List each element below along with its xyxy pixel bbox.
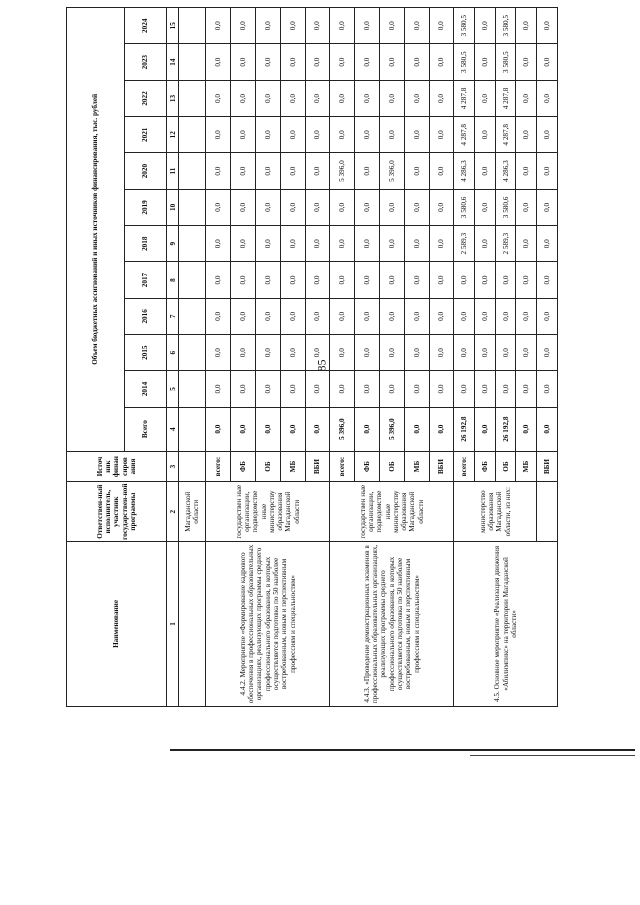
year-value-cell: 2 589,3 — [495, 226, 516, 262]
year-value-cell: 0,0 — [537, 44, 558, 80]
col-number: 4 — [167, 407, 179, 451]
year-value-cell: 0,0 — [231, 189, 256, 225]
year-value-cell: 0,0 — [355, 153, 380, 189]
activity-name: 4.4.2. Мероприятие «Формирование кадрового обеспечения в профессиональных образовательных организациях, реализующих программы среднего профессионального образования, в которых осуществляется подготовка по 50 наиболее востребованным, новым и перспективным профессиям и специальностям» — [206, 541, 330, 706]
col-number: 8 — [167, 262, 179, 298]
col-number: 2 — [167, 482, 179, 541]
source-cell: МБ — [516, 451, 537, 482]
col-number: 9 — [167, 226, 179, 262]
year-value-cell: 0,0 — [495, 371, 516, 407]
empty-cell — [179, 80, 206, 116]
year-value-cell: 4 286,3 — [495, 153, 516, 189]
year-value-cell: 0,0 — [454, 298, 475, 334]
year-value-cell: 5 396,0 — [379, 153, 404, 189]
year-value-cell: 0,0 — [355, 335, 380, 371]
year-value-cell: 0,0 — [206, 153, 231, 189]
year-value-cell: 0,0 — [330, 226, 355, 262]
year-value-cell: 0,0 — [305, 298, 330, 334]
year-value-cell: 4 287,8 — [454, 117, 475, 153]
year-value-cell: 0,0 — [537, 371, 558, 407]
header-year: 2014 — [125, 371, 167, 407]
year-value-cell: 0,0 — [475, 8, 496, 45]
total-cell: 5 396,0 — [330, 407, 355, 451]
header-year: 2016 — [125, 298, 167, 334]
col-number: 1 — [167, 541, 179, 706]
year-value-cell: 0,0 — [429, 80, 454, 116]
year-value-cell: 0,0 — [231, 153, 256, 189]
year-value-cell: 0,0 — [429, 262, 454, 298]
year-value-cell: 0,0 — [206, 226, 231, 262]
year-value-cell: 0,0 — [206, 80, 231, 116]
source-cell: ВБИ — [537, 451, 558, 482]
year-value-cell: 0,0 — [516, 153, 537, 189]
year-value-cell: 0,0 — [537, 8, 558, 45]
year-value-cell: 0,0 — [305, 44, 330, 80]
responsible-cell: Магаданской области — [179, 482, 206, 541]
table-row — [454, 8, 475, 707]
header-source: Источ ник финан сиров ания — [67, 451, 167, 482]
empty-cell — [179, 8, 206, 45]
year-value-cell: 0,0 — [475, 226, 496, 262]
year-value-cell: 0,0 — [305, 335, 330, 371]
year-value-cell: 3 580,5 — [495, 44, 516, 80]
responsible-cell: государствен ные организации, подведомстве нные министерству образования Магаданской области — [206, 482, 330, 541]
year-value-cell: 0,0 — [475, 153, 496, 189]
year-value-cell: 0,0 — [404, 371, 429, 407]
year-value-cell: 0,0 — [280, 117, 305, 153]
year-value-cell: 0,0 — [537, 117, 558, 153]
year-value-cell: 0,0 — [404, 262, 429, 298]
year-value-cell: 0,0 — [404, 117, 429, 153]
year-value-cell: 0,0 — [429, 44, 454, 80]
source-cell: ФБ — [355, 451, 380, 482]
year-value-cell: 0,0 — [206, 371, 231, 407]
empty-cell — [179, 44, 206, 80]
empty-cell — [179, 298, 206, 334]
top-continuation-row — [179, 8, 206, 707]
total-cell: 26 192,8 — [495, 407, 516, 451]
year-value-cell: 0,0 — [231, 80, 256, 116]
year-value-cell: 0,0 — [355, 8, 380, 45]
header-year: 2018 — [125, 226, 167, 262]
table-row — [330, 8, 355, 707]
empty-cell — [179, 226, 206, 262]
source-cell: всего: — [330, 451, 355, 482]
total-cell: 0,0 — [475, 407, 496, 451]
year-value-cell: 0,0 — [206, 262, 231, 298]
year-value-cell: 0,0 — [429, 117, 454, 153]
year-value-cell: 0,0 — [305, 8, 330, 45]
year-value-cell: 0,0 — [255, 371, 280, 407]
year-value-cell: 0,0 — [516, 226, 537, 262]
year-value-cell: 0,0 — [330, 44, 355, 80]
empty-cell — [179, 153, 206, 189]
col-number: 13 — [167, 80, 179, 116]
year-value-cell: 0,0 — [475, 117, 496, 153]
year-value-cell: 0,0 — [330, 8, 355, 45]
empty-cell — [179, 541, 206, 706]
year-value-cell: 0,0 — [516, 44, 537, 80]
header-year: 2021 — [125, 117, 167, 153]
responsible-cell: государствен ные организации, подведомстве нные министерству образования Магаданской области — [330, 482, 454, 541]
header-year: 2015 — [125, 335, 167, 371]
year-value-cell: 0,0 — [404, 153, 429, 189]
year-value-cell: 0,0 — [516, 8, 537, 45]
year-value-cell: 0,0 — [537, 80, 558, 116]
year-value-cell: 0,0 — [379, 262, 404, 298]
year-value-cell: 0,0 — [255, 153, 280, 189]
year-value-cell: 0,0 — [330, 117, 355, 153]
year-value-cell: 0,0 — [355, 80, 380, 116]
year-value-cell: 0,0 — [206, 8, 231, 45]
total-cell: 26 192,8 — [454, 407, 475, 451]
year-value-cell: 0,0 — [404, 226, 429, 262]
table-row — [206, 8, 231, 707]
column-number-row — [167, 8, 179, 707]
year-value-cell: 0,0 — [516, 335, 537, 371]
year-value-cell: 0,0 — [429, 189, 454, 225]
year-value-cell: 0,0 — [404, 8, 429, 45]
year-value-cell: 4 287,8 — [454, 80, 475, 116]
header-volume: Объем бюджетных ассигнований и иных источников финансирования, тыс. рублей — [67, 8, 125, 452]
total-cell: 0,0 — [280, 407, 305, 451]
col-number: 11 — [167, 153, 179, 189]
year-value-cell: 0,0 — [305, 189, 330, 225]
year-value-cell: 0,0 — [379, 298, 404, 334]
year-value-cell: 0,0 — [379, 44, 404, 80]
year-value-cell: 3 580,6 — [454, 189, 475, 225]
activity-name: 4.4.3. «Проведение демонстрационных экзаменов в профессиональных образовательных организациях, реализующих программы среднего профессионального образования, в которых осуществляется подготовка по 50 наиболее востребованным, новым и перспективным профессиям и специальностям» — [330, 541, 454, 706]
year-value-cell: 0,0 — [231, 226, 256, 262]
year-value-cell: 0,0 — [475, 335, 496, 371]
year-value-cell: 0,0 — [280, 262, 305, 298]
year-value-cell: 2 589,3 — [454, 226, 475, 262]
year-value-cell: 0,0 — [355, 262, 380, 298]
year-value-cell: 0,0 — [305, 80, 330, 116]
year-value-cell: 4 287,8 — [495, 80, 516, 116]
year-value-cell: 0,0 — [537, 298, 558, 334]
year-value-cell: 0,0 — [255, 117, 280, 153]
year-value-cell: 0,0 — [231, 371, 256, 407]
year-value-cell: 0,0 — [231, 8, 256, 45]
year-value-cell: 0,0 — [255, 8, 280, 45]
year-value-cell: 0,0 — [495, 298, 516, 334]
year-value-cell: 0,0 — [280, 153, 305, 189]
year-value-cell: 0,0 — [475, 189, 496, 225]
year-value-cell: 0,0 — [429, 371, 454, 407]
header-name: Наименование — [67, 541, 167, 706]
financing-table — [66, 7, 558, 707]
col-number: 6 — [167, 335, 179, 371]
source-cell: ФБ — [475, 451, 496, 482]
year-value-cell: 0,0 — [255, 298, 280, 334]
total-cell: 0,0 — [206, 407, 231, 451]
header-year: 2022 — [125, 80, 167, 116]
empty-cell — [179, 451, 206, 482]
col-number: 15 — [167, 8, 179, 45]
source-cell: ОБ — [379, 451, 404, 482]
year-value-cell: 0,0 — [255, 44, 280, 80]
total-cell: 0,0 — [537, 407, 558, 451]
year-value-cell: 0,0 — [429, 298, 454, 334]
page-number: 85 — [314, 359, 329, 372]
year-value-cell: 0,0 — [454, 371, 475, 407]
year-value-cell: 0,0 — [231, 117, 256, 153]
year-value-cell: 0,0 — [537, 189, 558, 225]
year-value-cell: 0,0 — [404, 44, 429, 80]
year-value-cell: 0,0 — [305, 262, 330, 298]
year-value-cell: 0,0 — [516, 298, 537, 334]
year-value-cell: 0,0 — [206, 44, 231, 80]
year-value-cell: 4 286,3 — [454, 153, 475, 189]
year-value-cell: 0,0 — [305, 226, 330, 262]
source-cell: ВБИ — [305, 451, 330, 482]
year-value-cell: 0,0 — [379, 117, 404, 153]
year-value-cell: 0,0 — [206, 189, 231, 225]
total-cell: 0,0 — [255, 407, 280, 451]
year-value-cell: 0,0 — [379, 189, 404, 225]
year-value-cell: 0,0 — [255, 80, 280, 116]
year-value-cell: 0,0 — [516, 189, 537, 225]
col-number: 10 — [167, 189, 179, 225]
year-value-cell: 0,0 — [280, 44, 305, 80]
year-value-cell: 0,0 — [305, 371, 330, 407]
year-value-cell: 0,0 — [475, 80, 496, 116]
empty-cell — [179, 407, 206, 451]
year-value-cell: 0,0 — [206, 117, 231, 153]
year-value-cell: 4 287,8 — [495, 117, 516, 153]
year-value-cell: 0,0 — [475, 262, 496, 298]
header-year: 2019 — [125, 189, 167, 225]
source-cell: всего: — [206, 451, 231, 482]
year-value-cell: 0,0 — [355, 371, 380, 407]
empty-cell — [537, 482, 558, 541]
col-number: 5 — [167, 371, 179, 407]
year-value-cell: 0,0 — [475, 298, 496, 334]
year-value-cell: 3 580,5 — [454, 44, 475, 80]
year-value-cell: 0,0 — [429, 226, 454, 262]
year-value-cell: 0,0 — [305, 153, 330, 189]
year-value-cell: 0,0 — [330, 371, 355, 407]
total-cell: 0,0 — [516, 407, 537, 451]
year-value-cell: 0,0 — [475, 44, 496, 80]
total-cell: 0,0 — [305, 407, 330, 451]
year-value-cell: 0,0 — [330, 262, 355, 298]
year-value-cell: 0,0 — [454, 335, 475, 371]
year-value-cell: 0,0 — [231, 298, 256, 334]
source-cell: всего: — [454, 451, 475, 482]
year-value-cell: 0,0 — [330, 298, 355, 334]
year-value-cell: 0,0 — [355, 226, 380, 262]
footer-rule — [170, 749, 635, 751]
year-value-cell: 0,0 — [454, 262, 475, 298]
year-value-cell: 0,0 — [429, 153, 454, 189]
year-value-cell: 0,0 — [429, 8, 454, 45]
total-cell: 5 396,0 — [379, 407, 404, 451]
total-cell: 0,0 — [355, 407, 380, 451]
empty-cell — [179, 262, 206, 298]
total-cell: 0,0 — [429, 407, 454, 451]
year-value-cell: 0,0 — [255, 335, 280, 371]
source-cell: МБ — [280, 451, 305, 482]
header-responsible: Ответствен-ный исполнитель, участник государствен-ной программы — [67, 482, 167, 541]
year-value-cell: 0,0 — [516, 80, 537, 116]
year-value-cell: 0,0 — [495, 262, 516, 298]
year-value-cell: 0,0 — [305, 117, 330, 153]
rotated-table-wrapper — [66, 7, 558, 707]
header-total: Всего — [125, 407, 167, 451]
year-value-cell: 0,0 — [516, 371, 537, 407]
year-value-cell: 0,0 — [404, 189, 429, 225]
responsible-cell: министерство образования Магаданской области, из них: — [454, 482, 537, 541]
empty-cell — [179, 189, 206, 225]
header-year: 2024 — [125, 8, 167, 45]
year-value-cell: 0,0 — [475, 371, 496, 407]
year-value-cell: 0,0 — [280, 298, 305, 334]
year-value-cell: 0,0 — [379, 335, 404, 371]
col-number: 14 — [167, 44, 179, 80]
year-value-cell: 0,0 — [379, 226, 404, 262]
year-value-cell: 0,0 — [355, 44, 380, 80]
header-year: 2020 — [125, 153, 167, 189]
year-value-cell: 3 580,6 — [495, 189, 516, 225]
col-number: 3 — [167, 451, 179, 482]
year-value-cell: 0,0 — [255, 262, 280, 298]
empty-cell — [179, 117, 206, 153]
source-cell: ФБ — [231, 451, 256, 482]
year-value-cell: 0,0 — [280, 80, 305, 116]
year-value-cell: 0,0 — [231, 335, 256, 371]
empty-cell — [179, 371, 206, 407]
year-value-cell: 0,0 — [379, 80, 404, 116]
year-value-cell: 0,0 — [330, 335, 355, 371]
year-value-cell: 0,0 — [537, 262, 558, 298]
year-value-cell: 0,0 — [404, 298, 429, 334]
col-number: 7 — [167, 298, 179, 334]
year-value-cell: 5 396,0 — [330, 153, 355, 189]
year-value-cell: 0,0 — [280, 8, 305, 45]
year-value-cell: 0,0 — [280, 226, 305, 262]
header-year: 2023 — [125, 44, 167, 80]
year-value-cell: 0,0 — [255, 226, 280, 262]
year-value-cell: 0,0 — [206, 298, 231, 334]
year-value-cell: 3 580,5 — [495, 8, 516, 45]
year-value-cell: 0,0 — [231, 262, 256, 298]
year-value-cell: 0,0 — [537, 226, 558, 262]
col-number: 12 — [167, 117, 179, 153]
total-cell: 0,0 — [404, 407, 429, 451]
year-value-cell: 0,0 — [495, 335, 516, 371]
table-body — [167, 8, 558, 707]
source-cell: МБ — [404, 451, 429, 482]
year-value-cell: 0,0 — [516, 262, 537, 298]
year-value-cell: 0,0 — [330, 80, 355, 116]
year-value-cell: 0,0 — [404, 335, 429, 371]
year-value-cell: 3 580,5 — [454, 8, 475, 45]
year-value-cell: 0,0 — [404, 80, 429, 116]
year-value-cell: 0,0 — [206, 335, 231, 371]
year-value-cell: 0,0 — [280, 371, 305, 407]
year-value-cell: 0,0 — [255, 189, 280, 225]
year-value-cell: 0,0 — [280, 335, 305, 371]
year-value-cell: 0,0 — [330, 189, 355, 225]
year-value-cell: 0,0 — [355, 298, 380, 334]
empty-cell — [179, 335, 206, 371]
activity-name: 4.5. Основное мероприятие «Реализация движения «Абилимпикс» на территории Магаданской области» — [454, 541, 558, 706]
source-cell: ОБ — [495, 451, 516, 482]
total-cell: 0,0 — [231, 407, 256, 451]
year-value-cell: 0,0 — [379, 8, 404, 45]
year-value-cell: 0,0 — [231, 44, 256, 80]
header-year: 2017 — [125, 262, 167, 298]
year-value-cell: 0,0 — [537, 335, 558, 371]
footer-rule-short — [470, 755, 635, 756]
year-value-cell: 0,0 — [379, 371, 404, 407]
source-cell: ВБИ — [429, 451, 454, 482]
year-value-cell: 0,0 — [429, 335, 454, 371]
year-value-cell: 0,0 — [355, 189, 380, 225]
year-value-cell: 0,0 — [355, 117, 380, 153]
year-value-cell: 0,0 — [280, 189, 305, 225]
year-value-cell: 0,0 — [537, 153, 558, 189]
source-cell: ОБ — [255, 451, 280, 482]
year-value-cell: 0,0 — [516, 117, 537, 153]
